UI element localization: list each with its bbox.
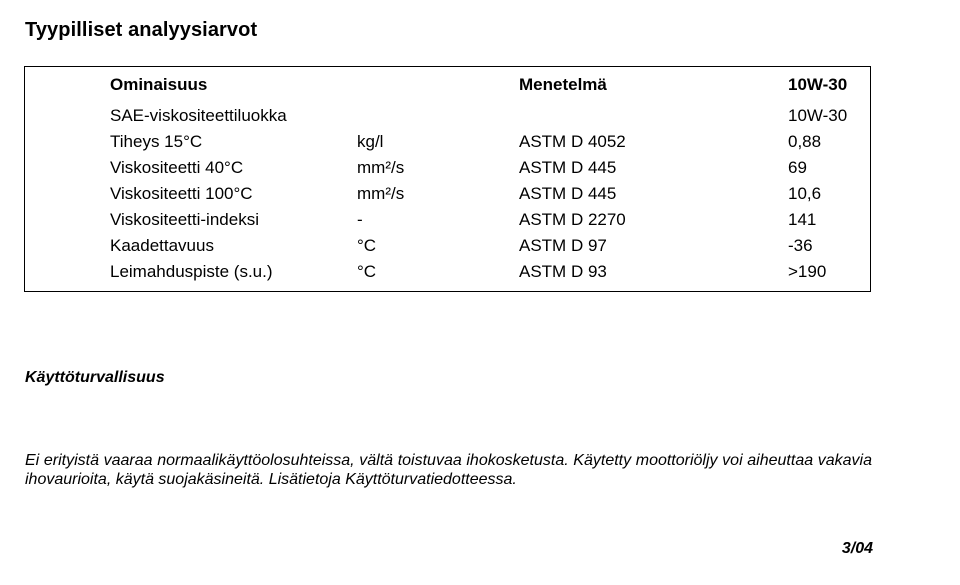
cell-value: -36 [788,236,813,255]
cell-unit: mm²/s [357,184,405,203]
table-row [25,233,870,259]
cell-value: 10,6 [788,184,822,203]
cell-property: Kaadettavuus [110,236,214,255]
cell-method: ASTM D 97 [519,236,607,255]
document-title: Tyypilliset analyysiarvot [25,19,258,41]
header-method: Menetelmä [519,75,607,94]
safety-heading: Käyttöturvallisuus [25,369,165,386]
table-header-row [25,72,870,98]
cell-value: 10W-30 [788,106,848,125]
header-property: Ominaisuus [110,75,208,94]
page-number: 3/04 [841,540,873,557]
analysis-table [24,66,871,292]
cell-value: 69 [788,158,807,177]
cell-property: Viskositeetti 40°C [110,158,244,177]
cell-property: Viskositeetti 100°C [110,184,253,203]
cell-unit: - [357,210,363,229]
table-row [25,155,870,181]
cell-property: SAE-viskositeettiluokka [110,106,287,125]
cell-unit: °C [357,262,377,281]
cell-unit: mm²/s [357,158,405,177]
cell-method: ASTM D 93 [519,262,607,281]
cell-method: ASTM D 445 [519,158,617,177]
cell-unit: °C [357,236,377,255]
cell-value: 141 [788,210,817,229]
table-row [25,129,870,155]
table-row [25,181,870,207]
cell-property: Tiheys 15°C [110,132,203,151]
cell-method: ASTM D 4052 [519,132,626,151]
cell-property: Leimahduspiste (s.u.) [110,262,273,281]
cell-method: ASTM D 2270 [519,210,626,229]
cell-property: Viskositeetti-indeksi [110,210,259,229]
table-row [25,103,870,129]
cell-value: >190 [788,262,827,281]
cell-method: ASTM D 445 [519,184,617,203]
cell-value: 0,88 [788,132,822,151]
header-grade: 10W-30 [788,75,848,94]
safety-text: Ei erityistä vaaraa normaalikäyttöolosuhteissa, vältä toistuvaa ihokosketusta. Käytetty moottoriöljy voi aiheuttaa vakavia ihovaurioita, käytä suojakäsineitä. Lisätietoja Käyttöturvatiedotteessa. [25,452,872,488]
table-row [25,259,870,285]
table-row [25,207,870,233]
cell-unit: kg/l [357,132,384,151]
